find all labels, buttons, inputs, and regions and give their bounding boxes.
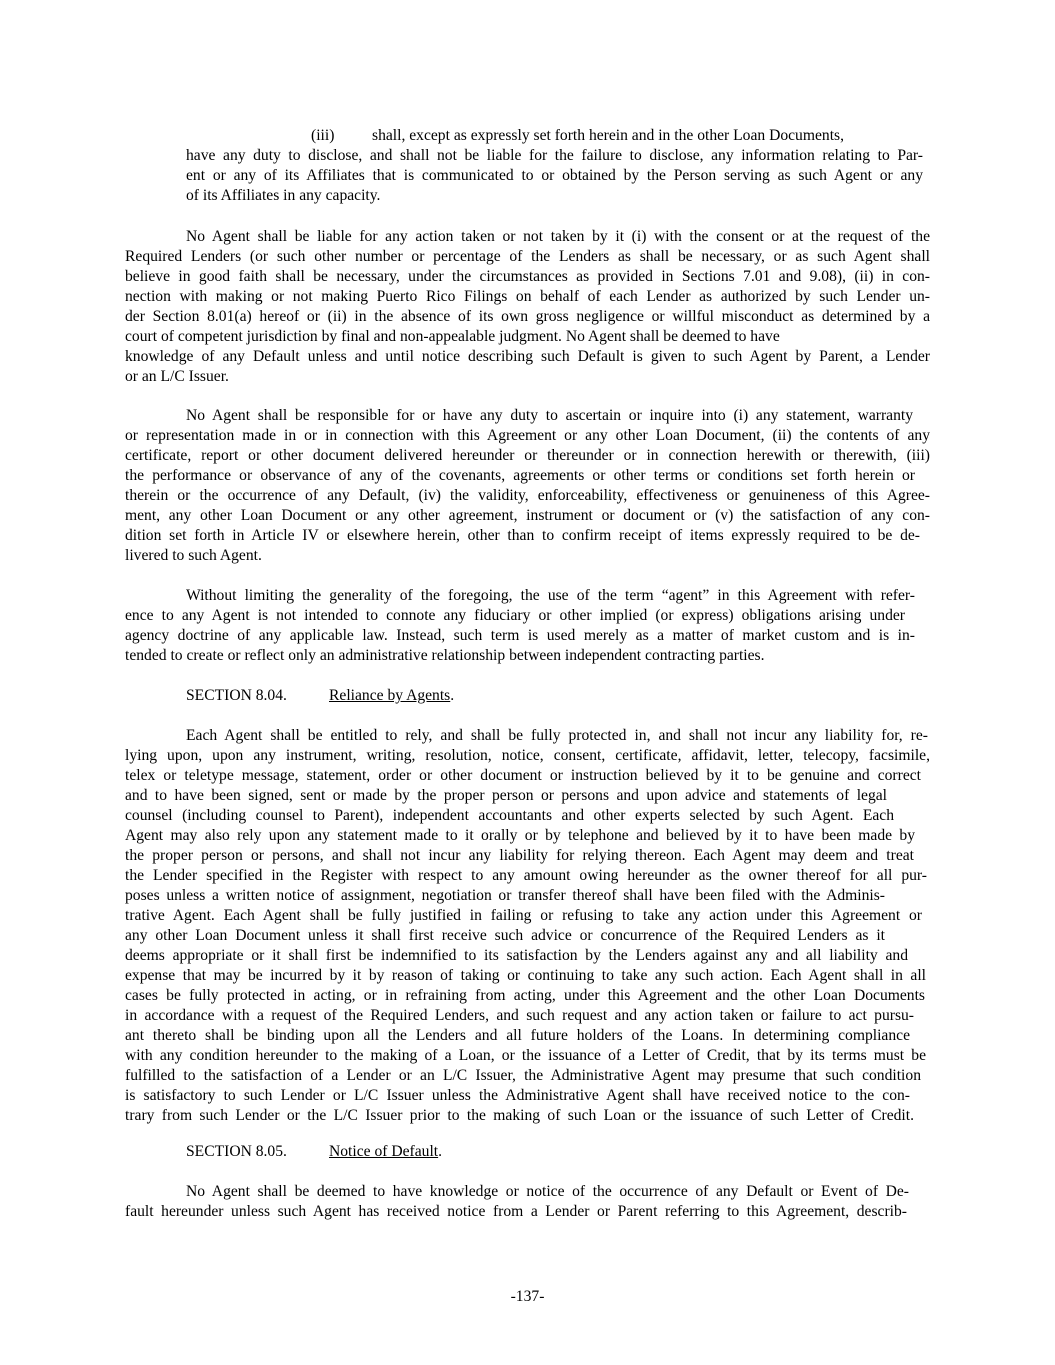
paragraph-line: the proper person or persons, and shall not incur any liability for relying thereon. Each Agent may deem and treat: [125, 847, 914, 864]
paragraph-line: poses unless a written notice of assignment, negotiation or transfer thereof shall have been filed with the Adminis-: [125, 887, 885, 904]
paragraph-line: dition set forth in Article IV or elsewhere herein, other than to confirm receipt of items expressly required to be de-: [125, 527, 920, 544]
paragraph-line: therein or the occurrence of any Default, (iv) the validity, enforceability, effectiveness or genuineness of this Agree-: [125, 487, 930, 504]
section-title: Notice of Default: [329, 1143, 439, 1160]
clause-iii-line: ent or any of its Affiliates that is communicated to or obtained by the Person serving as such Agent or any: [186, 167, 923, 184]
paragraph-line: Required Lenders (or such other number or percentage of the Lenders as shall be necessary, or as such Agent shall: [125, 248, 930, 265]
section-title-wrap: [329, 686, 454, 706]
paragraph-line: der Section 8.01(a) hereof or (ii) in the absence of its own gross negligence or willful misconduct as determined by a: [125, 308, 930, 325]
section-title-wrap: [329, 1142, 442, 1162]
paragraph-line: No Agent shall be deemed to have knowledge or notice of the occurrence of any Default or Event of De-: [186, 1183, 909, 1200]
clause-iii-number: (iii): [311, 127, 335, 144]
paragraph-line: or an L/C Issuer.: [125, 368, 229, 385]
paragraph-line: the performance or observance of any of the covenants, agreements or other terms or conditions set forth herein or: [125, 467, 915, 484]
paragraph-line: knowledge of any Default unless and until notice describing such Default is given to such Agent by Parent, a Lender: [125, 348, 930, 365]
paragraph-line: with any condition hereunder to the making of a Loan, or the issuance of a Letter of Credit, that by its terms must be: [125, 1047, 926, 1064]
paragraph-line: Without limiting the generality of the foregoing, the use of the term “agent” in this Agreement with refer-: [186, 587, 915, 604]
paragraph-line: nection with making or not making Puerto Rico Filings on behalf of each Lender as authorized by such Lender un-: [125, 288, 930, 305]
paragraph-line: in accordance with a request of the Required Lenders, and such request and any action taken or failure to act pursu-: [125, 1007, 914, 1024]
section-title-period: .: [438, 1143, 443, 1160]
paragraph-line: No Agent shall be responsible for or have any duty to ascertain or inquire into (i) any statement, warranty: [186, 407, 913, 424]
paragraph-line: trary from such Lender or the L/C Issuer prior to the making of such Loan or the issuance of such Letter of Credit.: [125, 1107, 914, 1124]
paragraph-line: certificate, report or other document delivered hereunder or thereunder or in connection herewith or therewith, (iii): [125, 447, 930, 464]
paragraph-line: counsel (including counsel to Parent), independent accountants and other experts selected by such Agent. Each: [125, 807, 894, 824]
paragraph-line: lying upon, upon any instrument, writing, resolution, notice, consent, certificate, affidavit, letter, telecopy, facsimile,: [125, 747, 930, 764]
paragraph-line: deems appropriate or it shall first be indemnified to its satisfaction by the Lenders against any and all liability and: [125, 947, 908, 964]
paragraph-line: expense that may be incurred by it by reason of taking or continuing to take any such action. Each Agent shall in all: [125, 967, 926, 984]
paragraph-line: fault hereunder unless such Agent has received notice from a Lender or Parent referring to this Agreement, describ-: [125, 1203, 907, 1220]
paragraph-line: telex or teletype message, statement, order or other document or instruction believed by it to be genuine and correct: [125, 767, 921, 784]
paragraph-line: ant thereto shall be binding upon all the Lenders and all future holders of the Loans. In determining compliance: [125, 1027, 910, 1044]
paragraph-line: ence to any Agent is not intended to connote any fiduciary or other implied (or express) obligations arising under: [125, 607, 905, 624]
paragraph-line: court of competent jurisdiction by final and non-appealable judgment. No Agent shall be deemed to have: [125, 328, 780, 345]
paragraph-line: and to have been signed, sent or made by the proper person or persons and upon advice and statements of legal: [125, 787, 887, 804]
paragraph-line: tended to create or reflect only an administrative relationship between independent contracting parties.: [125, 647, 765, 664]
clause-iii-line: of its Affiliates in any capacity.: [186, 187, 381, 204]
paragraph-line: Each Agent shall be entitled to rely, and shall be fully protected in, and shall not incur any liability for, re-: [186, 727, 928, 744]
paragraph-line: fulfilled to the satisfaction of a Lender or an L/C Issuer, the Administrative Agent may presume that such condition: [125, 1067, 921, 1084]
page-number: -137-: [510, 1288, 545, 1305]
paragraph-line: livered to such Agent.: [125, 547, 262, 564]
paragraph-line: ment, any other Loan Document or any other agreement, instrument or document or (v) the satisfaction of any con-: [125, 507, 930, 524]
paragraph-line: cases be fully protected in acting, or in refraining from acting, under this Agreement and the other Loan Documents: [125, 987, 925, 1004]
paragraph-line: believe in good faith shall be necessary, under the circumstances as provided in Sections 7.01 and 9.08), (ii) in con-: [125, 268, 930, 285]
paragraph-line: is satisfactory to such Lender or L/C Issuer unless the Administrative Agent shall have received notice to the con-: [125, 1087, 910, 1104]
paragraph-line: Agent may also rely upon any statement made to it orally or by telephone and believed by it to have been made by: [125, 827, 915, 844]
section-number: SECTION 8.04.: [186, 687, 287, 704]
clause-iii-line: shall, except as expressly set forth herein and in the other Loan Documents,: [372, 127, 845, 144]
paragraph-line: or representation made in or in connection with this Agreement or any other Loan Document, (ii) the contents of any: [125, 427, 930, 444]
paragraph-line: any other Loan Document unless it shall first receive such advice or concurrence of the Required Lenders as it: [125, 927, 885, 944]
paragraph-line: the Lender specified in the Register with respect to any amount owing hereunder as the owner thereof for all pur-: [125, 867, 927, 884]
paragraph-line: agency doctrine of any applicable law. Instead, such term is used merely as a matter of market custom and is in-: [125, 627, 915, 644]
section-title: Reliance by Agents: [329, 687, 451, 704]
paragraph-line: trative Agent. Each Agent shall be fully justified in failing or refusing to take any action under this Agreement or: [125, 907, 922, 924]
clause-iii-line: have any duty to disclose, and shall not be liable for the failure to disclose, any information relating to Par-: [186, 147, 923, 164]
section-number: SECTION 8.05.: [186, 1143, 287, 1160]
section-title-period: .: [450, 687, 455, 704]
paragraph-line: No Agent shall be liable for any action taken or not taken by it (i) with the consent or at the request of the: [186, 228, 930, 245]
